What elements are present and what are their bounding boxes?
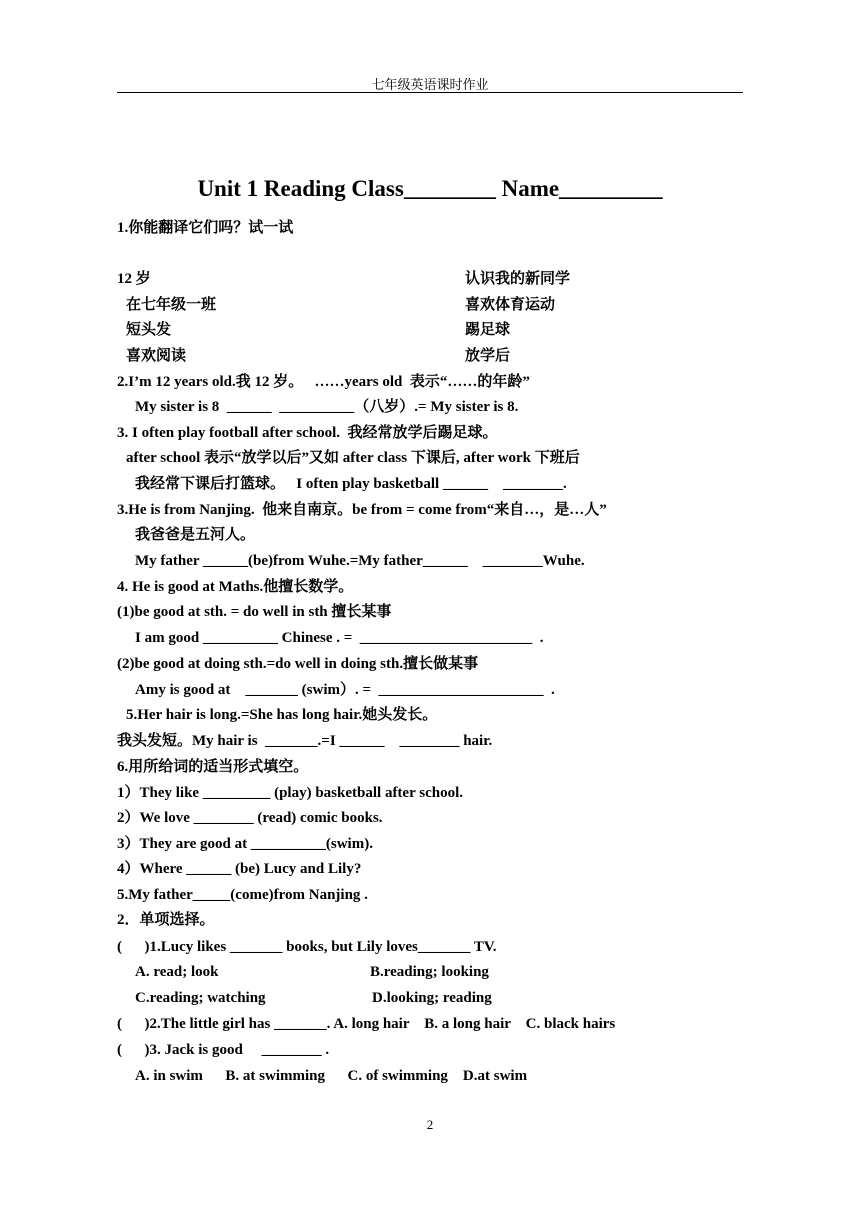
page-header: 七年级英语课时作业 bbox=[371, 77, 489, 92]
section-heading: 2．单项选择。 bbox=[117, 912, 215, 928]
exercise-item: 1）They like _________ (play) basketball after school. bbox=[117, 785, 463, 801]
answer-option: D.looking; reading bbox=[372, 990, 492, 1006]
phrase-item: 短头发 bbox=[126, 322, 172, 338]
text-line: after school 表示“放学以后”又如 after class 下课后, after work 下班后 bbox=[126, 450, 580, 466]
question-item: ( )1.Lucy likes _______ books, but Lily loves_______ TV. bbox=[117, 939, 497, 955]
text-line: 我头发短。My hair is _______.=I ______ ________ hair. bbox=[117, 733, 493, 749]
answer-option: A. in swim B. at swimming C. of swimming D.at swim bbox=[135, 1068, 528, 1084]
text-line: I am good __________ Chinese . = _______________________ . bbox=[135, 630, 544, 646]
text-line: My sister is 8 ______ __________（八岁）.= My sister is 8. bbox=[135, 399, 519, 415]
exercise-item: 2）We love ________ (read) comic books. bbox=[117, 810, 383, 826]
phrase-item: 认识我的新同学 bbox=[465, 271, 571, 287]
phrase-item: 在七年级一班 bbox=[126, 297, 217, 313]
text-line: 我爸爸是五河人。 bbox=[135, 527, 256, 543]
answer-option: A. read; look bbox=[135, 964, 219, 980]
text-line: (2)be good at doing sth.=do well in doing sth.擅长做某事 bbox=[117, 656, 479, 672]
text-line: 4. He is good at Maths.他擅长数学。 bbox=[117, 579, 354, 595]
phrase-item: 放学后 bbox=[465, 348, 511, 364]
section-heading: 6.用所给词的适当形式填空。 bbox=[117, 759, 309, 775]
answer-option: C.reading; watching bbox=[135, 990, 266, 1006]
text-line: (1)be good at sth. = do well in sth 擅长某事 bbox=[117, 604, 392, 620]
text-line: 我经常下课后打篮球。 I often play basketball ______ ________. bbox=[135, 476, 567, 492]
section-heading: 1.你能翻译它们吗？试一试 bbox=[117, 220, 294, 236]
header-divider bbox=[117, 92, 743, 93]
answer-option: B.reading; looking bbox=[370, 964, 489, 980]
worksheet-title: Unit 1 Reading Class________ Name_________ bbox=[197, 176, 663, 201]
text-line: 3.He is from Nanjing. 他来自南京。be from = come from“来自…，是…人” bbox=[117, 502, 607, 518]
phrase-item: 喜欢阅读 bbox=[126, 348, 187, 364]
phrase-item: 喜欢体育运动 bbox=[465, 297, 556, 313]
page-number: 2 bbox=[426, 1117, 434, 1132]
phrase-item: 12 岁 bbox=[117, 271, 151, 287]
phrase-item: 踢足球 bbox=[465, 322, 511, 338]
question-item: ( )3. Jack is good ________ . bbox=[117, 1042, 330, 1058]
question-item: ( )2.The little girl has _______. A. long hair B. a long hair C. black hairs bbox=[117, 1016, 616, 1032]
text-line: Amy is good at _______ (swim）. = ______________________ . bbox=[135, 682, 555, 698]
text-line: 3. I often play football after school. 我经常放学后踢足球。 bbox=[117, 425, 498, 441]
exercise-item: 5.My father_____(come)from Nanjing . bbox=[117, 887, 368, 903]
text-line: 5.Her hair is long.=She has long hair.她头发长。 bbox=[126, 707, 438, 723]
exercise-item: 4）Where ______ (be) Lucy and Lily? bbox=[117, 861, 362, 877]
text-line: 2.I’m 12 years old.我 12 岁。 ……years old 表示“……的年龄” bbox=[117, 374, 530, 390]
exercise-item: 3）They are good at __________(swim). bbox=[117, 836, 373, 852]
text-line: My father ______(be)from Wuhe.=My father______ ________Wuhe. bbox=[135, 553, 585, 569]
